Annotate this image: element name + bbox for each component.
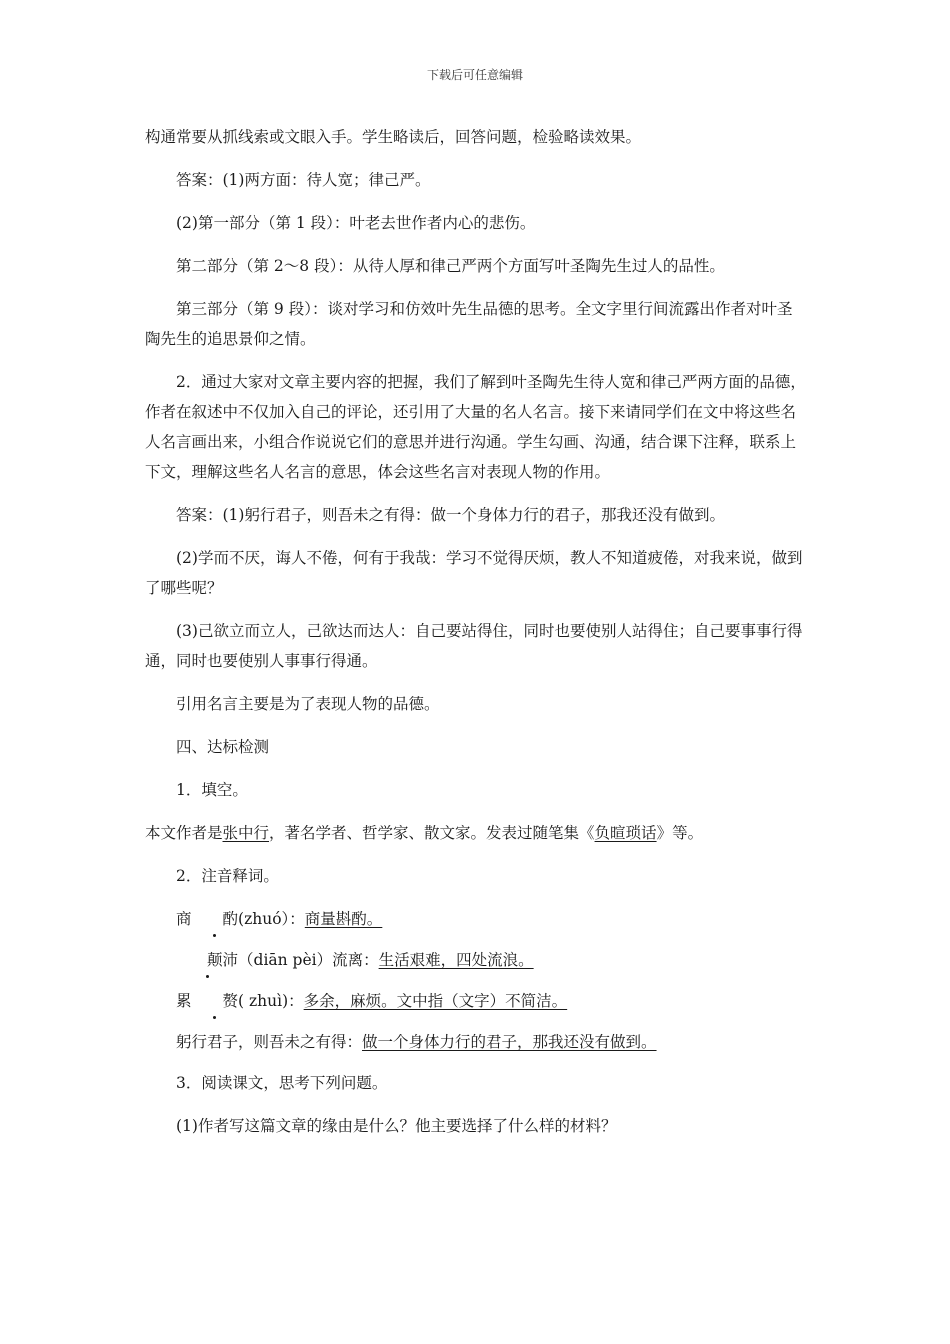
answer-2-part-3: 第三部分（第 9 段）：谈对学习和仿效叶先生品德的思考。全文字里行间流露出作者对叶圣陶先生的追思景仰之情。 (145, 300, 793, 348)
vocab-pinyin: (zhuó）： (238, 910, 305, 928)
pinyin-heading: 2．注音释词。 (176, 867, 279, 885)
quote-answer-3: (3)己欲立而立人，己欲达而达人：自己要站得住，同时也要使别人站得住；自己要事事行得通，同时也要使别人事事行得通。 (145, 622, 803, 670)
vocab-word-prefix: 累 (176, 992, 192, 1010)
document-body (145, 122, 807, 1154)
vocab-item-zhuo (145, 904, 807, 934)
vocab-item-zhui (145, 986, 807, 1016)
author-answer: 张中行 (222, 824, 270, 842)
fill-blank-heading: 1．填空。 (176, 781, 248, 799)
vocab-pinyin: ( zhuì)： (238, 992, 304, 1010)
vocab-item-quote (145, 1027, 807, 1057)
vocab-definition: 多余，麻烦。文中指（文字）不简洁。 (303, 992, 568, 1010)
answer-2-part-2: 第二部分（第 2～8 段）：从待人厚和律己严两个方面写叶圣陶先生过人的品性。 (176, 257, 725, 275)
vocab-definition: 做一个身体力行的君子，那我还没有做到。 (362, 1033, 657, 1051)
vocab-word-prefix: 商 (176, 910, 192, 928)
dotted-char: 酌 (192, 904, 239, 934)
quote-summary: 引用名言主要是为了表现人物的品德。 (176, 695, 440, 713)
fill-blank-text-b: ，著名学者、哲学家、散文家。发表过随笔集《 (269, 824, 595, 842)
vocab-definition: 生活艰难，四处流浪。 (378, 951, 534, 969)
vocab-definition: 商量斟酌。 (304, 910, 383, 928)
vocab-item-dianpei (145, 945, 807, 975)
page-header: 下载后可任意编辑 (426, 68, 523, 82)
dotted-char: 赘 (192, 986, 239, 1016)
quote-answer-1: 答案：(1)躬行君子，则吾未之有得：做一个身体力行的君子，那我还没有做到。 (176, 506, 725, 524)
vocab-pinyin: （diān pèi）流离： (238, 951, 379, 969)
vocab-quote: 躬行君子，则吾未之有得： (176, 1033, 363, 1051)
fill-blank-author (145, 818, 807, 848)
paragraph-continuation: 构通常要从抓线索或文眼入手。学生略读后，回答问题，检验略读效果。 (145, 128, 642, 146)
question-2: 2．通过大家对文章主要内容的把握，我们了解到叶圣陶先生待人宽和律己严两方面的品德，作者在叙述中不仅加入自己的评论，还引用了大量的名人名言。接下来请同学们在文中将这些名人名言画出来，小组合作说说它们的意思并进行沟通。学生勾画、沟通，结合课下注释，联系上下文，理解这些名人名言的意思，体会这些名言对表现人物的作用。 (145, 373, 806, 481)
answer-1: 答案：(1)两方面：待人宽；律己严。 (176, 171, 431, 189)
fill-blank-text-a: 本文作者是 (145, 824, 223, 842)
answer-2-part-1: (2)第一部分（第 1 段）：叶老去世作者内心的悲伤。 (176, 214, 536, 232)
fill-blank-text-c: 》等。 (656, 824, 704, 842)
quote-answer-2: (2)学而不厌，诲人不倦，何有于我哉：学习不觉得厌烦，教人不知道疲倦，对我来说，做到了哪些呢？ (145, 549, 803, 597)
book-answer: 负暄琐话 (594, 824, 657, 842)
section-heading-assessment: 四、达标检测 (176, 738, 270, 756)
dotted-char: 颠沛 (176, 945, 238, 975)
reading-heading: 3．阅读课文，思考下列问题。 (176, 1074, 388, 1092)
reading-question-1: (1)作者写这篇文章的缘由是什么？他主要选择了什么样的材料？ (176, 1117, 617, 1135)
